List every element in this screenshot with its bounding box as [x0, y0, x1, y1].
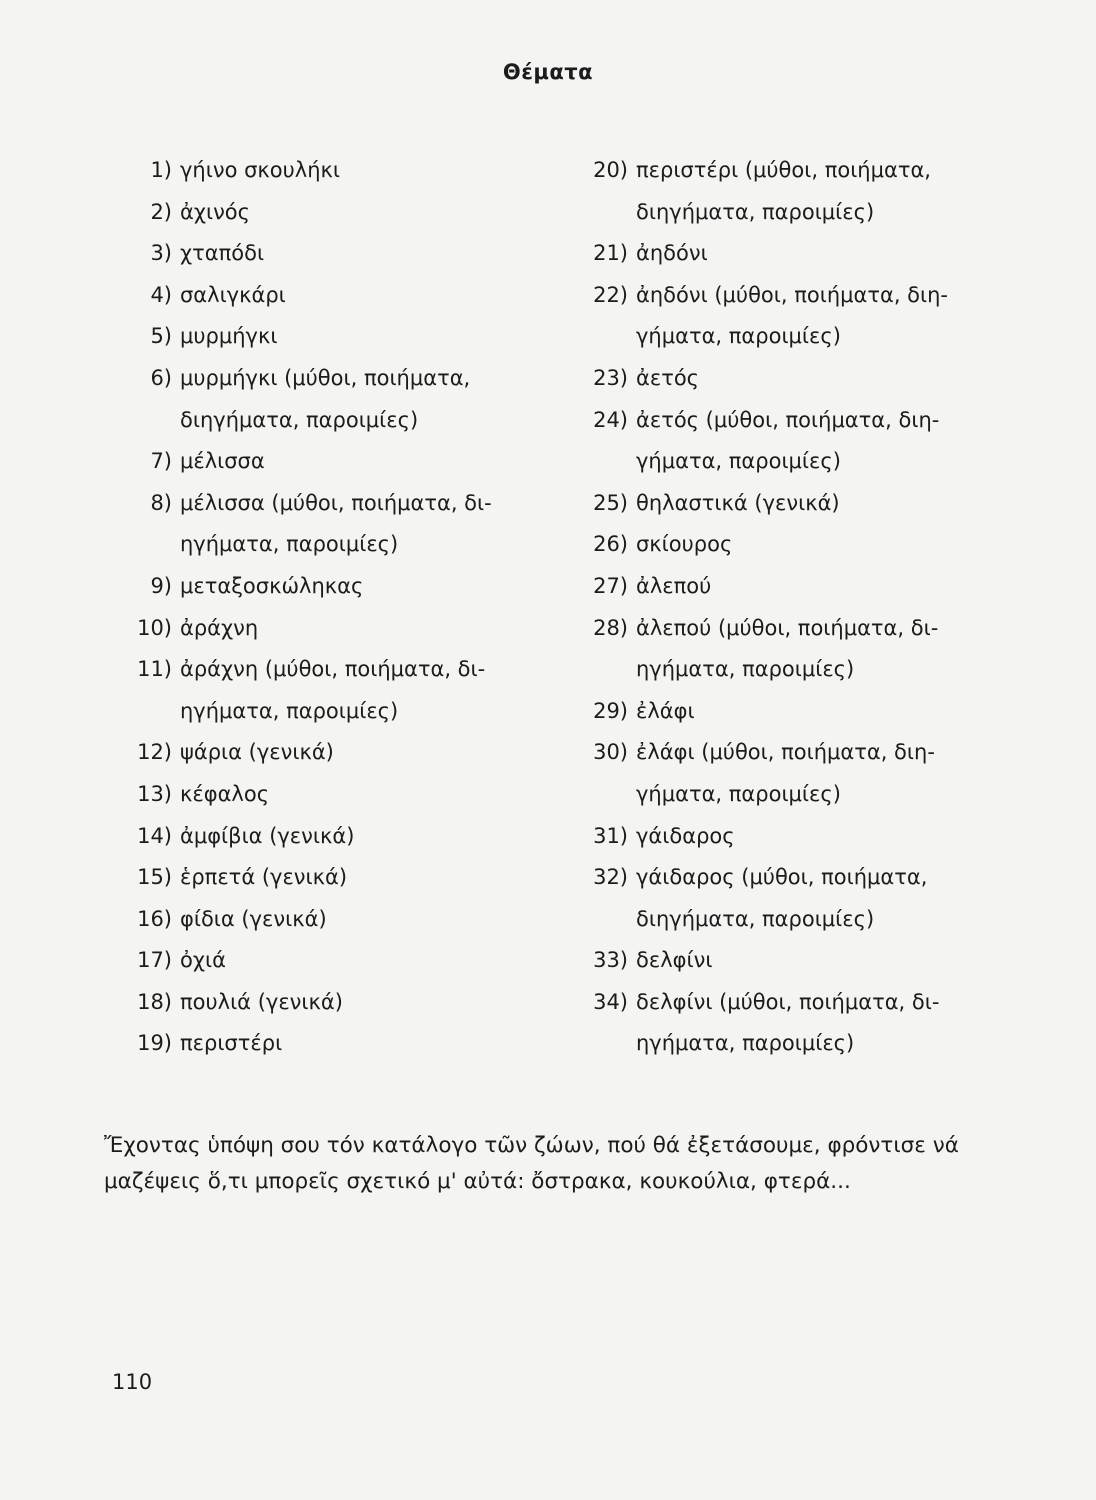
list-item [120, 275, 560, 317]
item-text: ἐλάφι (μύθοι, ποιήματα, διη- γήματα, παροιμίες) [636, 740, 935, 806]
item-number: 7) [150, 449, 172, 474]
list-item [120, 358, 560, 441]
item-text: μέλισσα [180, 449, 265, 474]
item-text: θηλαστικά (γενικά) [636, 490, 840, 515]
item-number: 12) [137, 740, 172, 765]
list-item [588, 150, 1028, 233]
item-text: γήινο σκουλήκι [180, 158, 341, 182]
item-text: μεταξοσκώληκας [180, 573, 364, 598]
topic-list-left [120, 150, 560, 1065]
item-number: 11) [137, 657, 172, 682]
list-item [120, 649, 560, 732]
list-item [120, 233, 560, 275]
item-number: 27) [593, 573, 628, 598]
item-text: ἐλάφι [636, 698, 695, 723]
item-text: ἀλεπού [636, 573, 712, 598]
list-item [120, 483, 560, 566]
list-item [120, 732, 560, 774]
item-text: ἑρπετά (γενικά) [180, 865, 348, 890]
item-text: περιστέρι [180, 1031, 283, 1056]
list-item [120, 857, 560, 899]
item-number: 17) [137, 948, 172, 973]
list-item [588, 524, 1028, 566]
item-number: 2) [150, 199, 172, 224]
item-text: ἀλεπού (μύθοι, ποιήματα, δι- ηγήματα, παροιμίες) [636, 615, 939, 682]
item-number: 24) [593, 407, 628, 432]
page-number: 110 [112, 1370, 153, 1394]
item-number: 28) [593, 615, 628, 640]
item-text: ἀράχνη (μύθοι, ποιήματα, δι- ηγήματα, παροιμίες) [180, 657, 486, 723]
item-number: 4) [150, 282, 172, 307]
list-item [120, 1023, 560, 1065]
item-number: 21) [593, 241, 628, 266]
item-number: 20) [593, 158, 628, 182]
item-text: μυρμήγκι [180, 324, 278, 349]
list-item [120, 899, 560, 941]
list-item [120, 316, 560, 358]
item-number: 1) [150, 158, 172, 182]
list-item [588, 233, 1028, 275]
item-number: 31) [593, 823, 628, 848]
list-item [588, 400, 1028, 483]
list-item [588, 566, 1028, 608]
item-text: ἀηδόνι [636, 241, 708, 266]
item-number: 15) [137, 865, 172, 890]
item-text: ψάρια (γενικά) [180, 740, 334, 765]
list-item [120, 982, 560, 1024]
list-item [120, 566, 560, 608]
item-text: ἀετός [636, 365, 700, 390]
list-item [588, 275, 1028, 358]
list-item [120, 441, 560, 483]
item-number: 18) [137, 989, 172, 1014]
item-text: πουλιά (γενικά) [180, 989, 343, 1014]
list-item [120, 774, 560, 816]
list-item [120, 940, 560, 982]
item-number: 26) [593, 532, 628, 557]
list-item [588, 691, 1028, 733]
list-item [588, 982, 1028, 1065]
item-text: ἀράχνη [180, 615, 259, 640]
list-item [588, 816, 1028, 858]
item-text: σκίουρος [636, 532, 733, 557]
list-item [588, 608, 1028, 691]
list-item [120, 608, 560, 650]
item-text: δελφίνι (μύθοι, ποιήματα, δι- ηγήματα, παροιμίες) [636, 989, 940, 1056]
page-title: Θέματα [502, 60, 594, 84]
item-text: ἀηδόνι (μύθοι, ποιήματα, διη- γήματα, παροιμίες) [636, 282, 949, 349]
item-number: 30) [593, 740, 628, 765]
item-number: 10) [137, 615, 172, 640]
item-text: φίδια (γενικά) [180, 906, 327, 931]
item-text: περιστέρι (μύθοι, ποιήματα, διηγήματα, παροιμίες) [636, 158, 931, 224]
instruction-paragraph: Ἔχοντας ὑπόψη σου τόν κατάλογο τῶν ζώων, πού θά ἐξετάσουμε, φρόντισε νά μαζέψεις ὅ,τι μπορεῖς σχετικό μ' αὐτά: ὄστρακα, κουκούλια, φτερά... [104, 1133, 959, 1194]
list-item [588, 732, 1028, 815]
item-number: 22) [593, 282, 628, 307]
item-text: μυρμήγκι (μύθοι, ποιήματα, διηγήματα, παροιμίες) [180, 365, 471, 432]
item-number: 34) [593, 989, 628, 1014]
item-number: 9) [150, 573, 172, 598]
item-text: μέλισσα (μύθοι, ποιήματα, δι- ηγήματα, παροιμίες) [180, 490, 492, 557]
item-number: 32) [593, 865, 628, 890]
list-item [120, 816, 560, 858]
item-text: δελφίνι [636, 948, 713, 973]
list-item [588, 857, 1028, 940]
item-number: 13) [137, 781, 172, 806]
item-number: 14) [137, 823, 172, 848]
item-text: σαλιγκάρι [180, 282, 286, 307]
list-item [588, 940, 1028, 982]
item-number: 29) [593, 698, 628, 723]
item-number: 33) [593, 948, 628, 973]
item-number: 23) [593, 365, 628, 390]
item-text: ἀχινός [180, 199, 250, 224]
list-item [120, 150, 560, 192]
item-text: γάιδαρος (μύθοι, ποιήματα, διηγήματα, παροιμίες) [636, 865, 928, 931]
item-text: ὀχιά [180, 948, 226, 973]
item-number: 6) [150, 365, 172, 390]
list-item [588, 483, 1028, 525]
topic-list-right [588, 150, 1028, 1065]
item-number: 19) [137, 1031, 172, 1056]
item-number: 25) [593, 490, 628, 515]
item-text: κέφαλος [180, 781, 270, 806]
item-number: 5) [150, 324, 172, 349]
item-number: 8) [150, 490, 172, 515]
item-number: 16) [137, 906, 172, 931]
item-text: χταπόδι [180, 241, 265, 266]
list-item [588, 358, 1028, 400]
item-text: γάιδαρος [636, 823, 735, 848]
item-number: 3) [150, 241, 172, 266]
item-text: ἀμφίβια (γενικά) [180, 823, 355, 848]
list-item [120, 192, 560, 234]
item-text: ἀετός (μύθοι, ποιήματα, διη- γήματα, παροιμίες) [636, 407, 940, 474]
